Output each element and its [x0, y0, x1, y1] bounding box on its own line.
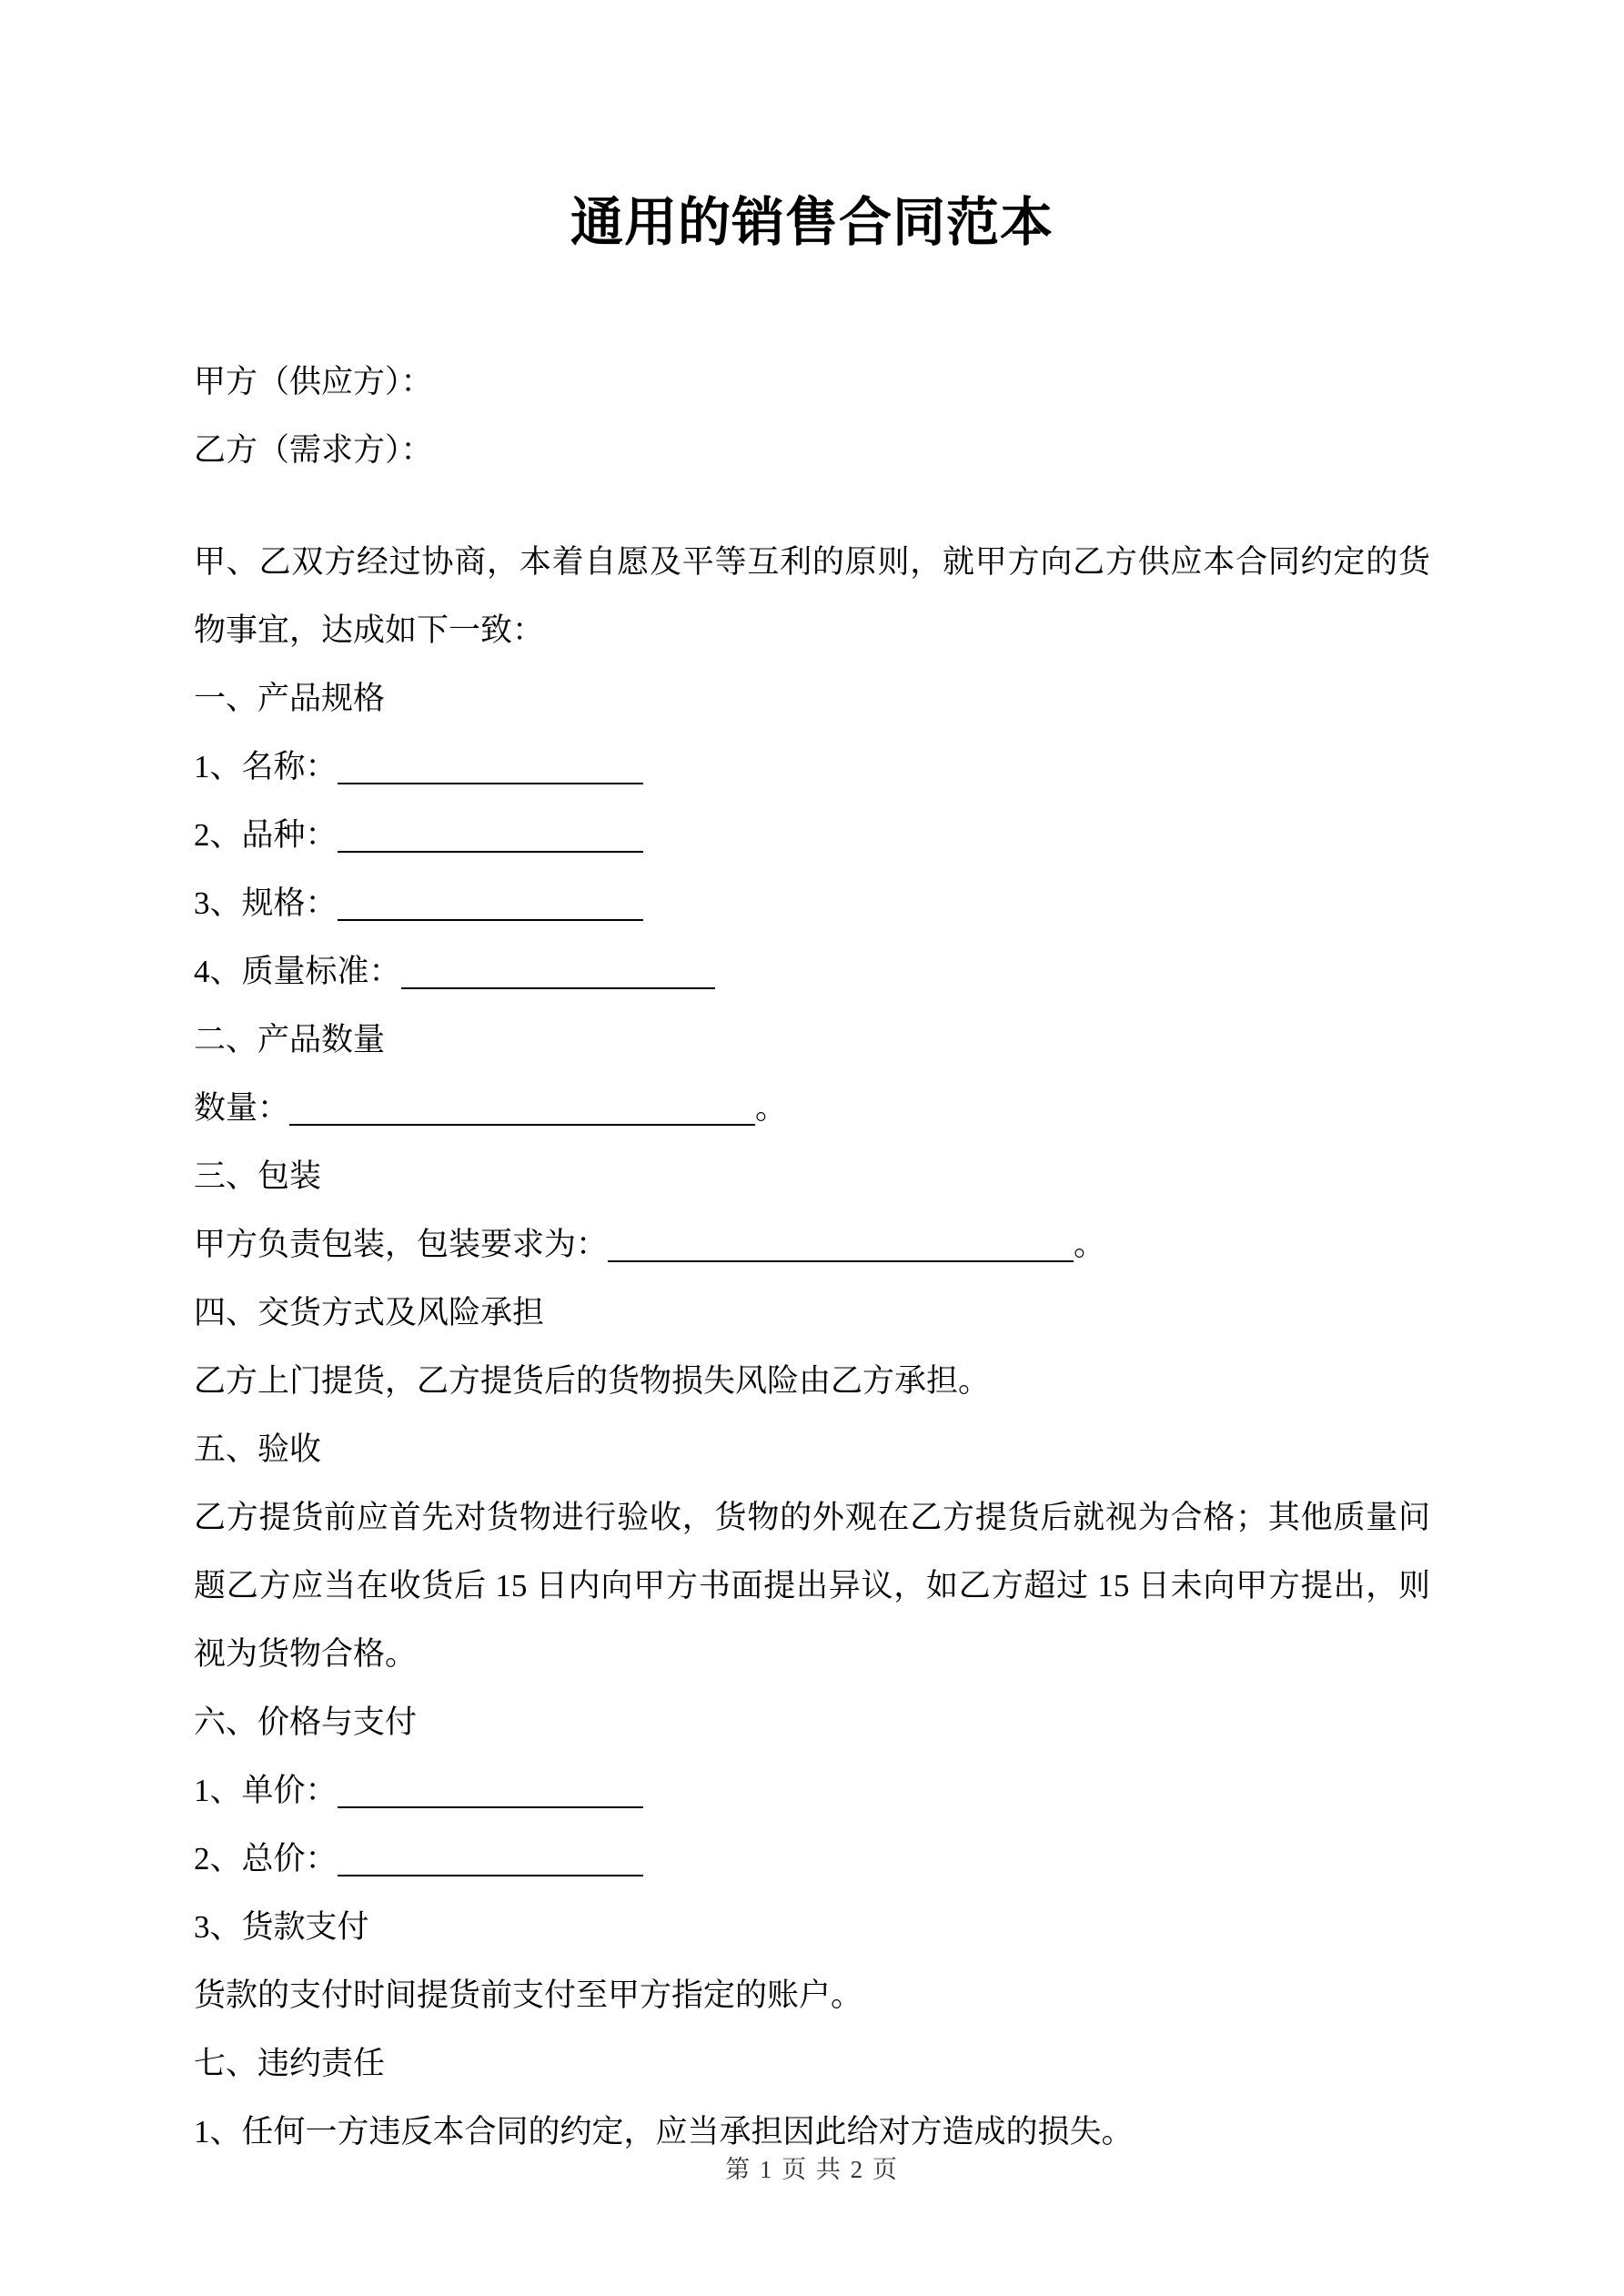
text-run: 五、验收 — [194, 1431, 322, 1467]
text-run: 3、规格： — [194, 885, 338, 921]
text-run: 三、包装 — [194, 1158, 322, 1194]
text-run: 1、任何一方违反本合同的约定，应当承担因此给对方造成的损失。 — [194, 2113, 1134, 2149]
document-line — [194, 1961, 1430, 2029]
text-run: 。 — [755, 1089, 788, 1126]
fill-in-blank — [338, 883, 643, 921]
document-line — [194, 348, 1430, 416]
text-run: 七、违约责任 — [194, 2045, 386, 2081]
document-line — [194, 416, 1430, 484]
document-line — [194, 1142, 1430, 1210]
document-line — [194, 1347, 1430, 1415]
document-line — [194, 1893, 1430, 1961]
document-line — [194, 937, 1430, 1006]
document-line — [194, 664, 1430, 733]
fill-in-blank — [338, 814, 643, 853]
fill-in-blank — [338, 1770, 643, 1808]
text-run: 甲、乙双方经过协商，本着自愿及平等互利的原则，就甲方向乙方供应本合同约定的货物事宜，达成如下一致： — [194, 543, 1430, 648]
document-title: 通用的销售合同范本 — [570, 193, 1054, 252]
fill-in-blank — [401, 951, 715, 989]
fill-in-blank — [338, 1838, 643, 1876]
fill-in-blank — [289, 1087, 755, 1126]
document-line — [194, 1483, 1430, 1688]
text-run: 。 — [1074, 1226, 1106, 1262]
document-line — [194, 733, 1430, 801]
document-line — [194, 528, 1430, 664]
document-line — [194, 801, 1430, 869]
document-line — [194, 1279, 1430, 1347]
document-line — [194, 1415, 1430, 1483]
text-run: 货款的支付时间提货前支付至甲方指定的账户。 — [194, 1977, 863, 2013]
text-run: 2、总价： — [194, 1840, 338, 1876]
text-run: 乙方上门提货，乙方提货后的货物损失风险由乙方承担。 — [194, 1362, 991, 1399]
document-line — [194, 1825, 1430, 1893]
text-run: 4、质量标准： — [194, 953, 401, 989]
text-run: 乙方提货前应首先对货物进行验收，货物的外观在乙方提货后就视为合格；其他质量问题乙方应当在收货后 15 日内向甲方书面提出异议，如乙方超过 15 日未向甲方提出，则视为货物合格。 — [194, 1499, 1430, 1672]
text-run: 数量： — [194, 1089, 290, 1126]
text-run: 一、产品规格 — [194, 680, 386, 716]
document-line — [194, 1756, 1430, 1825]
fill-in-blank — [338, 746, 643, 784]
text-run: 二、产品数量 — [194, 1021, 386, 1057]
paragraph-spacer — [194, 484, 1430, 528]
text-run: 2、品种： — [194, 816, 338, 853]
document-line — [194, 2029, 1430, 2098]
document-line — [194, 1006, 1430, 1074]
text-run: 乙方（需求方）： — [194, 431, 433, 468]
text-run: 甲方负责包装，包装要求为： — [194, 1226, 609, 1262]
fill-in-blank — [608, 1224, 1074, 1262]
text-run: 四、交货方式及风险承担 — [194, 1294, 545, 1330]
text-run: 1、单价： — [194, 1772, 338, 1808]
text-run: 甲方（供应方）： — [194, 363, 433, 400]
document-body — [194, 348, 1430, 2166]
document-line — [194, 869, 1430, 937]
document-line — [194, 1688, 1430, 1756]
document-line — [194, 1074, 1430, 1142]
text-run: 六、价格与支付 — [194, 1704, 418, 1740]
text-run: 3、货款支付 — [194, 1908, 369, 1945]
text-run: 1、名称： — [194, 748, 338, 784]
document-line — [194, 1210, 1430, 1279]
page-number-footer: 第 1 页 共 2 页 — [725, 2156, 899, 2183]
